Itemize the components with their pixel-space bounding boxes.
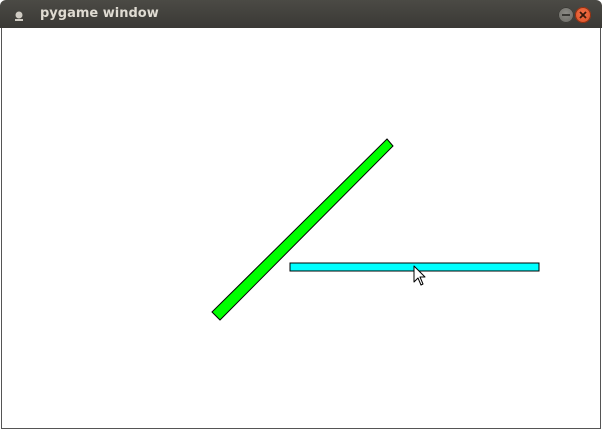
app-menu-icon[interactable]	[11, 8, 27, 22]
close-button[interactable]	[575, 7, 591, 23]
close-icon	[575, 7, 591, 23]
title-bar[interactable]	[0, 0, 602, 28]
game-scene	[2, 28, 602, 429]
window-title: pygame window	[40, 6, 159, 21]
minimize-button[interactable]	[558, 7, 574, 23]
green-bar[interactable]	[212, 139, 393, 320]
game-canvas[interactable]	[1, 28, 601, 429]
